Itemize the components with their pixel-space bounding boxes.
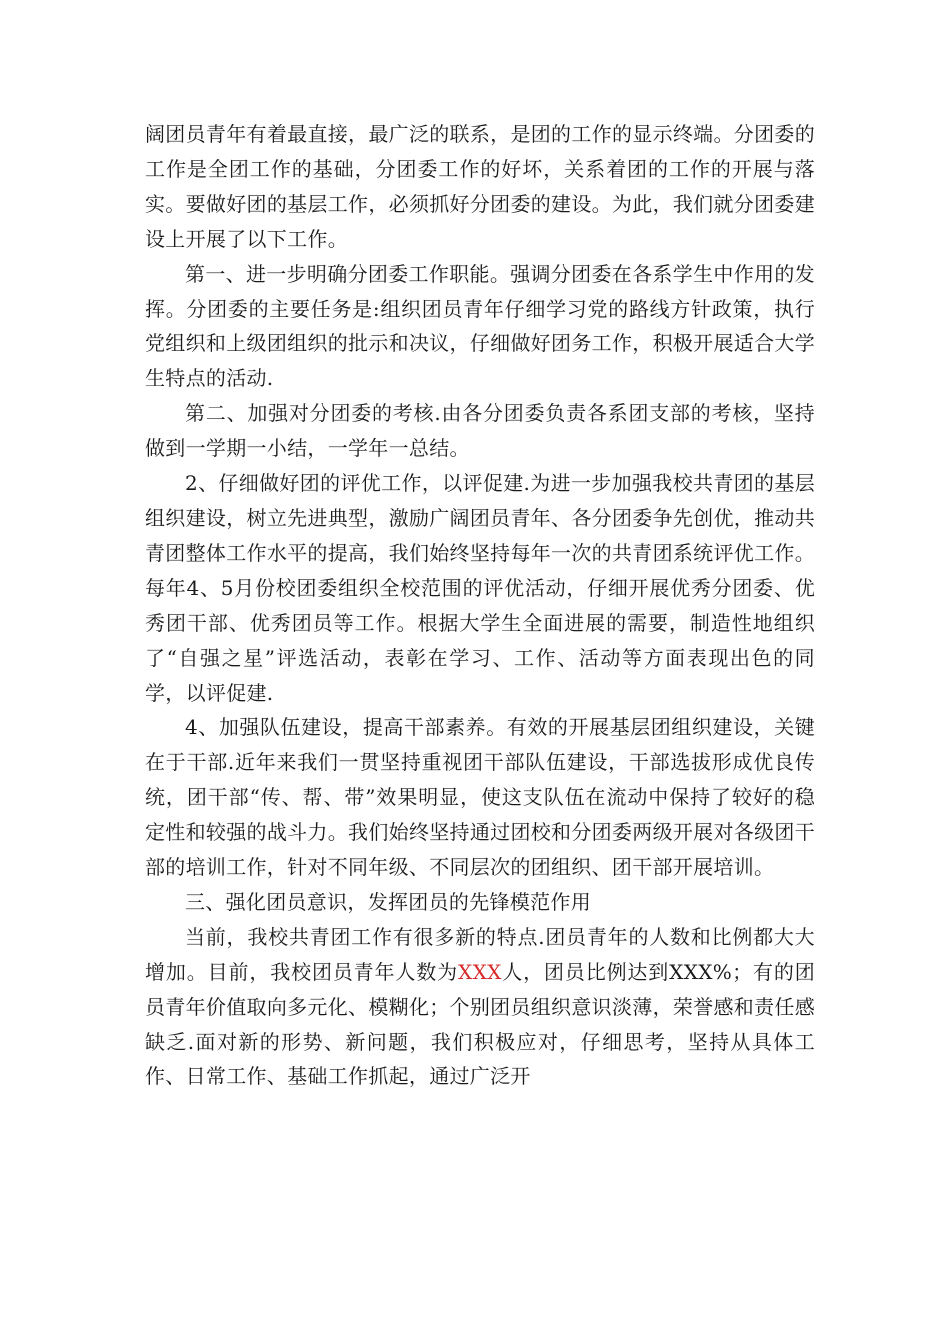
paragraph-4: 2、仔细做好团的评优工作，以评促建.为进一步加强我校共青团的基层组织建设，树立先进典型，激励广阔团员青年、各分团委争先创优，推动共青团整体工作水平的提高，我们始终坚持每年一次的共青团系统评优工作。每年4、5月份校团委组织全校范围的评优活动，仔细开展优秀分团委、优秀团干部、优秀团员等工作。根据大学生全面进展的需要，制造性地组织了“自强之星”评选活动，表彰在学习、工作、活动等方面表现出色的同学，以评促建. (145, 471, 815, 705)
paragraph-1: 阔团员青年有着最直接，最广泛的联系，是团的工作的显示终端。分团委的工作是全团工作的基础，分团委工作的好坏，关系着团的工作的开展与落实。要做好团的基层工作，必须抓好分团委的建设。为此，我们就分团委建设上开展了以下工作。 (145, 122, 815, 251)
paragraph-7-text-b: 人，团员比例达到XXX%；有的团员青年价值取向多元化、模糊化；个别团员组织意识淡薄，荣誉感和责任感缺乏.面对新的形势、新问题，我们积极应对，仔细思考，坚持从具体工作、日常工作、基础工作抓起，通过广泛开 (145, 959, 815, 1089)
paragraph-5: 4、加强队伍建设，提高干部素养。有效的开展基层团组织建设，关键在于干部.近年来我们一贯坚持重视团干部队伍建设，干部选拔形成优良传统，团干部“传、帮、带”效果明显，使这支队伍在流动中保持了较好的稳定性和较强的战斗力。我们始终坚持通过团校和分团委两级开展对各级团干部的培训工作，针对不同年级、不同层次的团组织、团干部开展培训。 (145, 715, 815, 880)
document-body (145, 117, 815, 1094)
placeholder-count: XXX (458, 959, 502, 984)
section-heading: 三、强化团员意识，发挥团员的先锋模范作用 (185, 889, 591, 914)
paragraph-2: 第一、进一步明确分团委工作职能。强调分团委在各系学生中作用的发挥。分团委的主要任务是:组织团员青年仔细学习党的路线方针政策，执行党组织和上级团组织的批示和决议，仔细做好团务工作，积极开展适合大学生特点的活动. (145, 261, 815, 391)
paragraph-7 (145, 920, 815, 1095)
paragraph-3: 第二、加强对分团委的考核.由各分团委负责各系团支部的考核，坚持做到一学期一小结，一学年一总结。 (145, 401, 815, 461)
paragraph-7-text-a: 当前，我校共青团工作有很多新的特点.团员青年的人数和比例都大大增加。目前，我校团员青年人数为 (145, 924, 815, 984)
